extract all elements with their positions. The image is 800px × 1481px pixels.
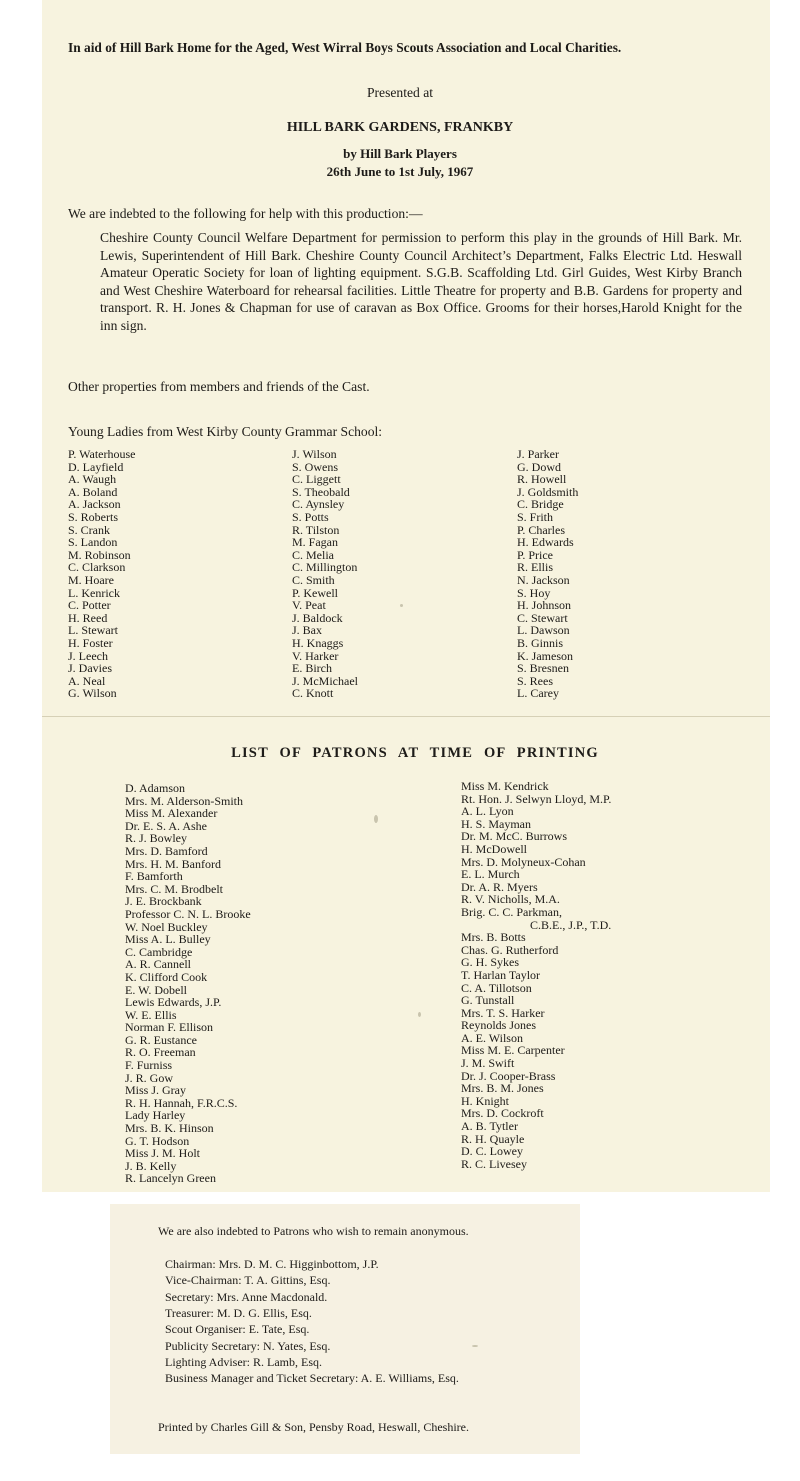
student-name: S. Rees	[517, 673, 553, 688]
student-name: A. Boland	[68, 484, 118, 499]
student-name: C. Stewart	[517, 610, 568, 625]
officer-line: Business Manager and Ticket Secretary: A. E. Williams, Esq.	[165, 1371, 459, 1386]
patron-name: Mrs. B. Botts	[461, 930, 526, 945]
officer-line: Publicity Secretary: N. Yates, Esq.	[165, 1338, 331, 1353]
patron-name: Reynolds Jones	[461, 1018, 536, 1033]
patron-name: Miss J. Gray	[125, 1083, 187, 1098]
patron-name: H. McDowell	[461, 841, 527, 856]
patron-name: Brig. C. C. Parkman,	[461, 904, 562, 919]
student-name: H. Reed	[68, 610, 108, 625]
student-name: H. Foster	[68, 635, 113, 650]
student-name: C. Melia	[292, 547, 334, 562]
student-name: S. Bresnen	[517, 661, 569, 676]
patron-name: Lady Harley	[125, 1108, 186, 1123]
paper-speck	[472, 1345, 478, 1347]
patron-name: Mrs. D. Bamford	[125, 843, 208, 858]
patron-name: Mrs. M. Alderson-Smith	[125, 793, 244, 808]
student-name: R. Tilston	[292, 522, 340, 537]
patrons-column-right	[461, 780, 611, 1170]
patron-name: R. H. Hannah, F.R.C.S.	[125, 1095, 238, 1110]
officer-line: Secretary: Mrs. Anne Macdonald.	[165, 1289, 328, 1304]
student-name: J. Baldock	[292, 610, 343, 625]
patron-name: Mrs. C. M. Brodbelt	[125, 881, 224, 896]
patron-name: A. B. Tytler	[461, 1119, 518, 1134]
patron-name: J. E. Brockbank	[125, 894, 202, 909]
student-name: C. Bridge	[517, 497, 564, 512]
student-name: H. Edwards	[517, 535, 574, 550]
paper-speck	[400, 604, 403, 607]
student-name: J. McMichael	[292, 673, 358, 688]
student-name: J. Goldsmith	[517, 484, 579, 499]
patron-name: F. Bamforth	[125, 869, 183, 884]
officer-line: Chairman: Mrs. D. M. C. Higginbottom, J.P.	[165, 1257, 379, 1271]
student-name: A. Waugh	[68, 472, 117, 487]
patron-name: A. R. Cannell	[125, 957, 191, 972]
student-name: V. Harker	[292, 648, 339, 663]
patron-name: R. V. Nicholls, M.A.	[461, 892, 560, 907]
patron-name: Mrs. D. Cockroft	[461, 1106, 544, 1121]
patron-name: A. L. Lyon	[461, 804, 514, 819]
patron-name: D. C. Lowey	[461, 1144, 523, 1159]
student-name: S. Theobald	[292, 484, 350, 499]
patron-name: F. Furniss	[125, 1058, 173, 1073]
patron-name: W. Noel Buckley	[125, 919, 208, 934]
student-name: J. Leech	[68, 648, 108, 663]
student-name: S. Potts	[292, 509, 329, 524]
acknowledgement-paragraph: Cheshire County Council Welfare Department for permission to perform this play in the grounds of Hill Bark. Mr. Lewis, Superintendent of Hill Bark. Cheshire County Council Architect’s Department, Falks Electric Ltd. Heswall Amateur Operatic Society for loan of lighting equipment. S.G.B. Scaffolding Ltd. Girl Guides, West Kirby Branch and West Cheshire Waterboard for rehearsal facilities. Little Theatre for property and B.B. Gardens for property and transport. R. H. Jones & Chapman for use of caravan as Box Office. Grooms for their horses,Harold Knight for the inn sign.	[100, 230, 742, 333]
student-name: C. Clarkson	[68, 560, 126, 575]
student-name: A. Neal	[68, 673, 106, 688]
student-name: C. Knott	[292, 686, 334, 701]
acknowledgement-intro: We are indebted to the following for help with this production:—	[68, 206, 423, 221]
student-name: P. Waterhouse	[68, 447, 136, 461]
patron-name: C. A. Tillotson	[461, 980, 532, 995]
patrons-column-left	[125, 782, 251, 1185]
patron-name: R. J. Bowley	[125, 831, 188, 846]
student-name: P. Kewell	[292, 585, 338, 600]
student-name: L. Carey	[517, 686, 559, 701]
patron-name: Lewis Edwards, J.P.	[125, 995, 222, 1010]
patron-name: J. M. Swift	[461, 1056, 515, 1071]
officer-line: Lighting Adviser: R. Lamb, Esq.	[165, 1354, 322, 1369]
student-name: G. Wilson	[68, 686, 117, 701]
patron-name: Mrs. B. M. Jones	[461, 1081, 544, 1096]
patrons-heading: LIST OF PATRONS AT TIME OF PRINTING	[231, 745, 599, 761]
student-name: H. Knaggs	[292, 635, 344, 650]
student-name: J. Parker	[517, 447, 559, 461]
officer-line: Treasurer: M. D. G. Ellis, Esq.	[165, 1305, 312, 1320]
student-name: V. Peat	[292, 598, 326, 613]
student-name: P. Charles	[517, 522, 565, 537]
patron-name: C. Cambridge	[125, 944, 193, 959]
patron-name: R. H. Quayle	[461, 1131, 525, 1146]
patron-name: T. Harlan Taylor	[461, 967, 541, 982]
patron-name: G. T. Hodson	[125, 1133, 190, 1148]
patron-name: H. S. Mayman	[461, 816, 531, 831]
student-name: S. Hoy	[517, 585, 551, 600]
printer-line: Printed by Charles Gill & Son, Pensby Road, Heswall, Cheshire.	[158, 1420, 469, 1434]
players-line: by Hill Bark Players	[343, 146, 457, 161]
student-name: J. Davies	[68, 661, 112, 676]
anonymous-note: We are also indebted to Patrons who wish to remain anonymous.	[158, 1224, 469, 1238]
student-name: S. Owens	[292, 459, 339, 474]
student-name: L. Dawson	[517, 623, 570, 638]
student-name: C. Potter	[68, 598, 111, 613]
patron-name: G. H. Sykes	[461, 955, 520, 970]
patron-name: Miss M. Alexander	[125, 806, 218, 821]
patron-name: Miss M. Kendrick	[461, 779, 549, 793]
patron-name: Rt. Hon. J. Selwyn Lloyd, M.P.	[461, 791, 612, 806]
patron-name: Miss J. M. Holt	[125, 1146, 201, 1161]
student-name: D. Layfield	[68, 459, 124, 474]
young-ladies-column-3	[517, 448, 578, 700]
student-name: C. Aynsley	[292, 497, 345, 512]
student-name: M. Hoare	[68, 572, 114, 587]
student-name: B. Ginnis	[517, 635, 564, 650]
patron-name: J. R. Gow	[125, 1070, 174, 1085]
student-name: L. Kenrick	[68, 585, 120, 600]
student-name: K. Jameson	[517, 648, 573, 663]
student-name: S. Frith	[517, 509, 554, 524]
student-name: S. Crank	[68, 522, 110, 537]
patron-name: R. O. Freeman	[125, 1045, 196, 1060]
student-name: P. Price	[517, 547, 553, 562]
dates-line: 26th June to 1st July, 1967	[326, 164, 474, 179]
patron-name: D. Adamson	[125, 781, 185, 795]
presented-at: Presented at	[366, 85, 434, 100]
student-name: C. Smith	[292, 572, 335, 587]
patron-name: Miss M. E. Carpenter	[461, 1043, 565, 1058]
officer-line: Scout Organiser: E. Tate, Esq.	[165, 1322, 310, 1337]
patron-name: W. E. Ellis	[125, 1007, 177, 1022]
venue-title: HILL BARK GARDENS, FRANKBY	[286, 120, 514, 135]
patron-name: K. Clifford Cook	[125, 969, 208, 984]
patron-name: Dr. M. McC. Burrows	[461, 829, 568, 844]
patron-name: Mrs. D. Molyneux-Cohan	[461, 854, 586, 869]
patron-name: Chas. G. Rutherford	[461, 942, 559, 957]
aid-line: In aid of Hill Bark Home for the Aged, West Wirral Boys Scouts Association and Local Charities.	[68, 40, 622, 55]
student-name: L. Stewart	[68, 623, 118, 638]
student-name: C. Millington	[292, 560, 358, 575]
fold-line	[42, 716, 770, 717]
patron-name: E. L. Murch	[461, 867, 520, 882]
student-name: H. Johnson	[517, 598, 572, 613]
patron-name: G. R. Eustance	[125, 1032, 197, 1047]
patron-name: Dr. E. S. A. Ashe	[125, 818, 208, 833]
patron-name: Mrs. H. M. Banford	[125, 856, 221, 871]
patron-name: Dr. J. Cooper-Brass	[461, 1068, 556, 1083]
officer-line: Vice-Chairman: T. A. Gittins, Esq.	[165, 1273, 331, 1288]
student-name: R. Howell	[517, 472, 567, 487]
paper-speck	[374, 815, 378, 823]
patron-name: A. E. Wilson	[461, 1030, 523, 1045]
young-ladies-column-2	[292, 448, 358, 700]
patron-name: Professor C. N. L. Brooke	[125, 906, 251, 921]
patron-name: Dr. A. R. Myers	[461, 879, 538, 894]
student-name: M. Fagan	[292, 535, 338, 550]
patron-name: Mrs. T. S. Harker	[461, 1005, 545, 1020]
student-name: N. Jackson	[517, 572, 570, 587]
patron-name: Miss A. L. Bulley	[125, 932, 211, 947]
patron-name: R. Lancelyn Green	[125, 1171, 216, 1186]
student-name: S. Roberts	[68, 509, 119, 524]
patron-name: Mrs. B. K. Hinson	[125, 1121, 214, 1136]
patron-name: R. C. Livesey	[461, 1156, 527, 1171]
student-name: A. Jackson	[68, 497, 121, 512]
patron-name: J. B. Kelly	[125, 1158, 177, 1173]
young-ladies-heading: Young Ladies from West Kirby County Grammar School:	[68, 424, 383, 439]
student-name: J. Bax	[292, 623, 322, 638]
student-name: E. Birch	[292, 661, 332, 676]
young-ladies-column-1	[68, 448, 135, 700]
patron-name: H. Knight	[461, 1093, 509, 1108]
paper-speck	[418, 1012, 421, 1017]
student-name: S. Landon	[68, 535, 118, 550]
patron-name: G. Tunstall	[461, 993, 515, 1008]
student-name: C. Liggett	[292, 472, 341, 487]
patron-name: E. W. Dobell	[125, 982, 187, 997]
other-properties: Other properties from members and friends of the Cast.	[68, 379, 370, 394]
student-name: J. Wilson	[292, 447, 337, 461]
student-name: R. Ellis	[517, 560, 554, 575]
student-name: G. Dowd	[517, 459, 561, 474]
patron-name: C.B.E., J.P., T.D.	[461, 917, 612, 932]
student-name: M. Robinson	[68, 547, 131, 562]
patron-name: Norman F. Ellison	[125, 1020, 214, 1035]
